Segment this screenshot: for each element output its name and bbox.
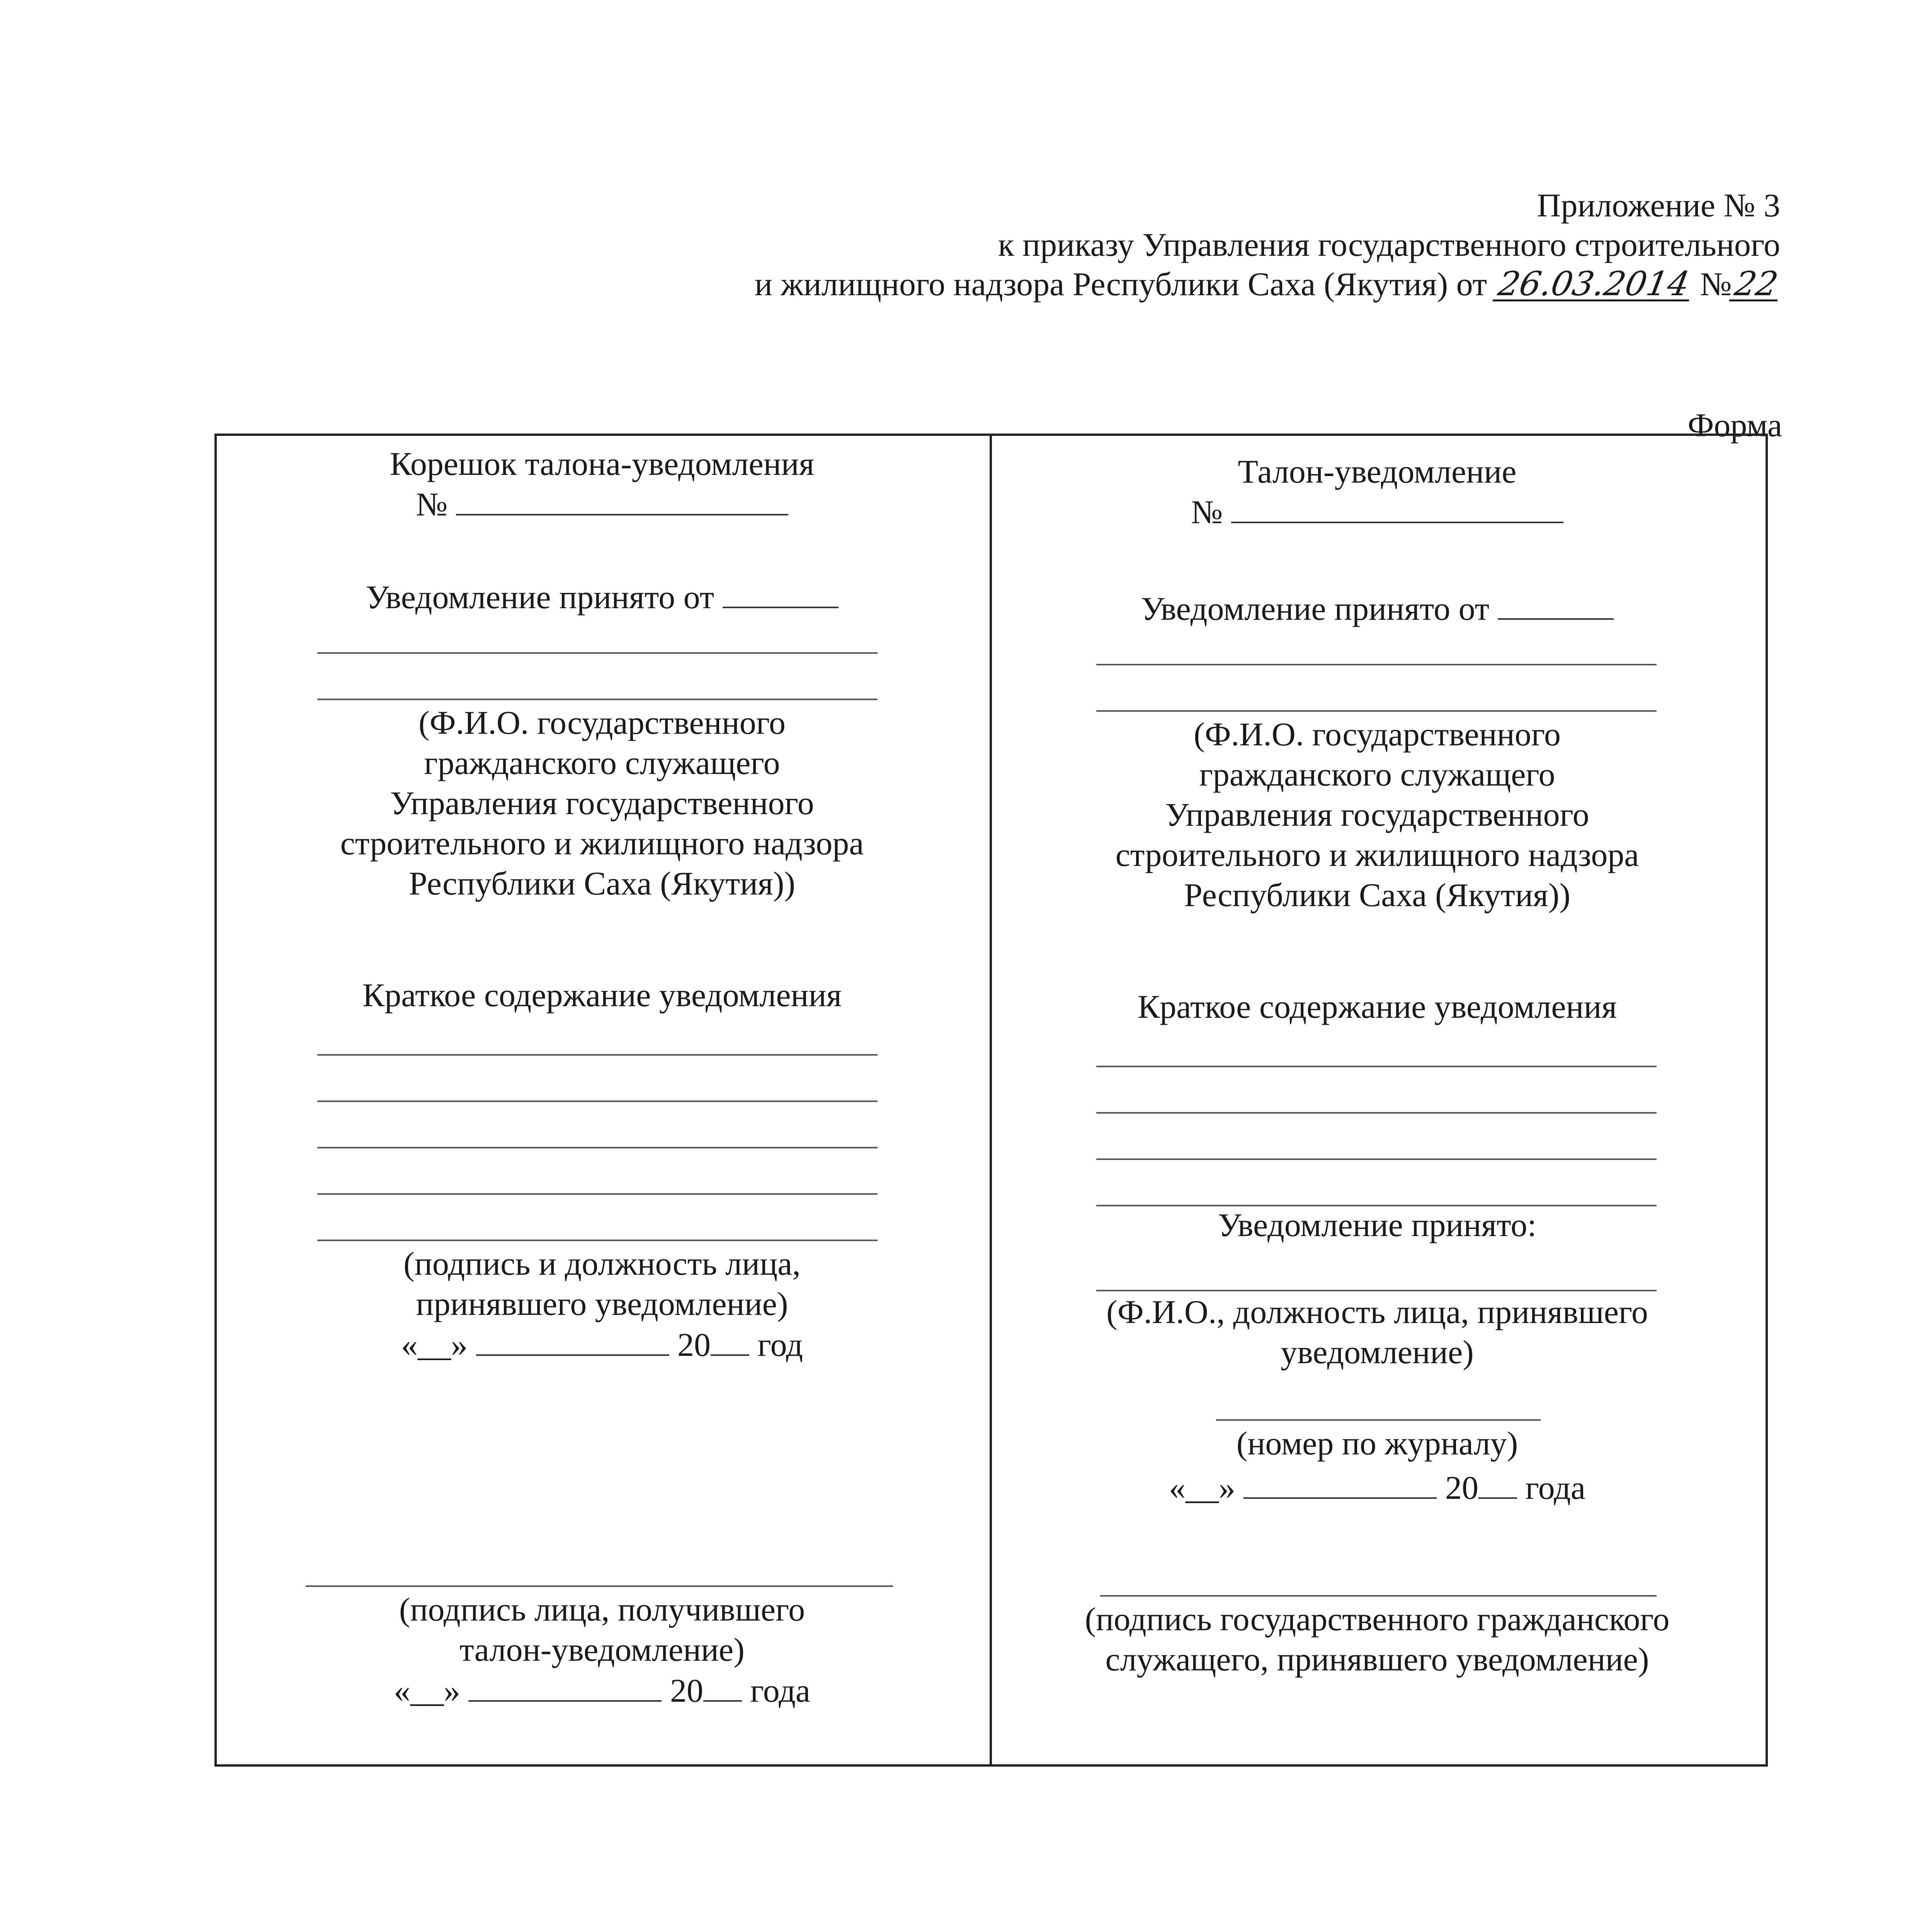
handwritten-date: 26.03.2014 [1492, 269, 1694, 301]
stub-summary-line-2[interactable] [317, 1100, 878, 1102]
talon-fio-caption [992, 1292, 1762, 1372]
stub-date-month-field-2[interactable] [468, 1677, 662, 1702]
stub-year-word-1: год [757, 1326, 803, 1363]
order-reference-date-line [755, 264, 1780, 304]
stub-date-row-1 [217, 1325, 987, 1365]
talon-fio-line-caption-1: (Ф.И.О., должность лица, принявшего [1106, 1293, 1648, 1330]
stub-official-line-5: Республики Саха (Якутия)) [408, 865, 795, 902]
talon-number-label: № [1191, 493, 1223, 531]
stub-official-line-3: Управления государственного [390, 784, 814, 821]
stub-received-from-row [217, 577, 987, 617]
talon-journal-number-line[interactable] [1216, 1419, 1541, 1421]
stub-signature-line-1: (подпись и должность лица, [403, 1245, 801, 1282]
talon-fio-line-2[interactable] [1096, 710, 1657, 712]
stub-official-caption [217, 702, 987, 903]
stub-recipient-line-2: талон-уведомление) [459, 1631, 745, 1668]
stub-received-from-label: Уведомление принято от [366, 578, 714, 616]
talon-date-month-field[interactable] [1243, 1474, 1437, 1499]
talon-official-sig-line-2: служащего, принявшего уведомление) [1105, 1641, 1649, 1678]
stub-official-line-4: строительного и жилищного надзора [340, 825, 864, 862]
talon-official-signature-caption [992, 1599, 1762, 1679]
stub-fio-line-2[interactable] [317, 699, 878, 700]
talon-summary-line-3[interactable] [1096, 1158, 1657, 1160]
stub-received-from-field[interactable] [723, 583, 839, 608]
talon-official-line-4: строительного и жилищного надзора [1115, 836, 1639, 873]
talon-date-year-field[interactable] [1478, 1474, 1517, 1499]
talon-official-caption [992, 714, 1762, 915]
stub-recipient-signature-line[interactable] [306, 1585, 893, 1587]
talon-date-row [992, 1468, 1762, 1508]
stub-summary-line-1[interactable] [317, 1054, 878, 1056]
form-label: Форма [1687, 406, 1782, 444]
talon-summary-line-1[interactable] [1096, 1066, 1657, 1067]
stub-official-line-2: гражданского служащего [424, 744, 780, 781]
order-number-prefix: № [1700, 265, 1732, 303]
talon-official-line-5: Республики Саха (Якутия)) [1184, 876, 1570, 913]
talon-official-line-2: гражданского служащего [1199, 756, 1555, 793]
stub-summary-line-3[interactable] [317, 1147, 878, 1148]
stub-summary-line-4[interactable] [317, 1193, 878, 1195]
stub-signature-line-2: принявшего уведомление) [416, 1285, 788, 1322]
talon-official-signature-line[interactable] [1100, 1595, 1657, 1597]
stub-date-month-field-1[interactable] [476, 1331, 669, 1356]
talon-received-from-label: Уведомление принято от [1141, 590, 1490, 627]
stub-recipient-line-1: (подпись лица, получившего [399, 1591, 805, 1628]
talon-fio-position-line[interactable] [1096, 1290, 1657, 1291]
order-reference-prefix: и жилищного надзора Республики Саха (Якутия) от [754, 265, 1487, 303]
stub-date-year-field-2[interactable] [703, 1677, 742, 1702]
stub-number-field[interactable] [456, 491, 788, 515]
stub-summary-line-5[interactable] [317, 1240, 878, 1241]
stub-recipient-caption [217, 1589, 987, 1670]
stub-summary-label: Краткое содержание уведомления [362, 976, 842, 1014]
stub-number-label: № [416, 486, 448, 523]
talon-fio-line-caption-2: уведомление) [1281, 1333, 1474, 1371]
talon-date-day: «__» [1169, 1469, 1235, 1506]
talon-accepted-label: Уведомление принято: [1218, 1206, 1537, 1243]
talon-year-word: года [1525, 1469, 1586, 1506]
stub-date-century-2: 20 [670, 1672, 703, 1709]
talon-column [992, 436, 1762, 1764]
talon-official-line-1: (Ф.И.О. государственного [1194, 716, 1561, 753]
talon-title: Талон-уведомление [1238, 453, 1517, 490]
stub-fio-line-1[interactable] [317, 652, 878, 654]
stub-year-word-2: года [750, 1672, 811, 1709]
talon-summary-label: Краткое содержание уведомления [1137, 988, 1617, 1025]
talon-fio-line-1[interactable] [1096, 664, 1657, 665]
stub-date-century-1: 20 [677, 1326, 711, 1363]
stub-date-year-field-1[interactable] [711, 1331, 749, 1356]
handwritten-order-number: 22 [1729, 269, 1783, 301]
talon-official-line-3: Управления государственного [1165, 796, 1589, 833]
stub-date-day-2: «__» [393, 1672, 460, 1709]
talon-received-from-row [992, 588, 1762, 629]
talon-official-sig-line-1: (подпись государственного гражданского [1085, 1600, 1670, 1638]
notification-form [214, 434, 1768, 1767]
appendix-number: Приложение № 3 [1537, 187, 1780, 224]
stub-date-day-1: «__» [401, 1326, 468, 1363]
talon-number-row [992, 492, 1762, 532]
talon-number-field[interactable] [1231, 498, 1563, 523]
talon-journal-caption: (номер по журналу) [1236, 1425, 1518, 1462]
stub-date-row-2 [217, 1670, 987, 1711]
talon-date-century: 20 [1445, 1469, 1478, 1506]
stub-official-line-1: (Ф.И.О. государственного [418, 704, 786, 741]
order-reference: к приказу Управления государственного строительного [998, 226, 1780, 263]
stub-column [217, 436, 987, 1764]
stub-title: Корешок талона-уведомления [390, 445, 815, 482]
talon-summary-line-2[interactable] [1096, 1112, 1657, 1114]
talon-received-from-field[interactable] [1498, 595, 1614, 620]
stub-number-row [217, 484, 987, 524]
stub-signature-caption [217, 1243, 987, 1324]
document-header [755, 185, 1780, 304]
